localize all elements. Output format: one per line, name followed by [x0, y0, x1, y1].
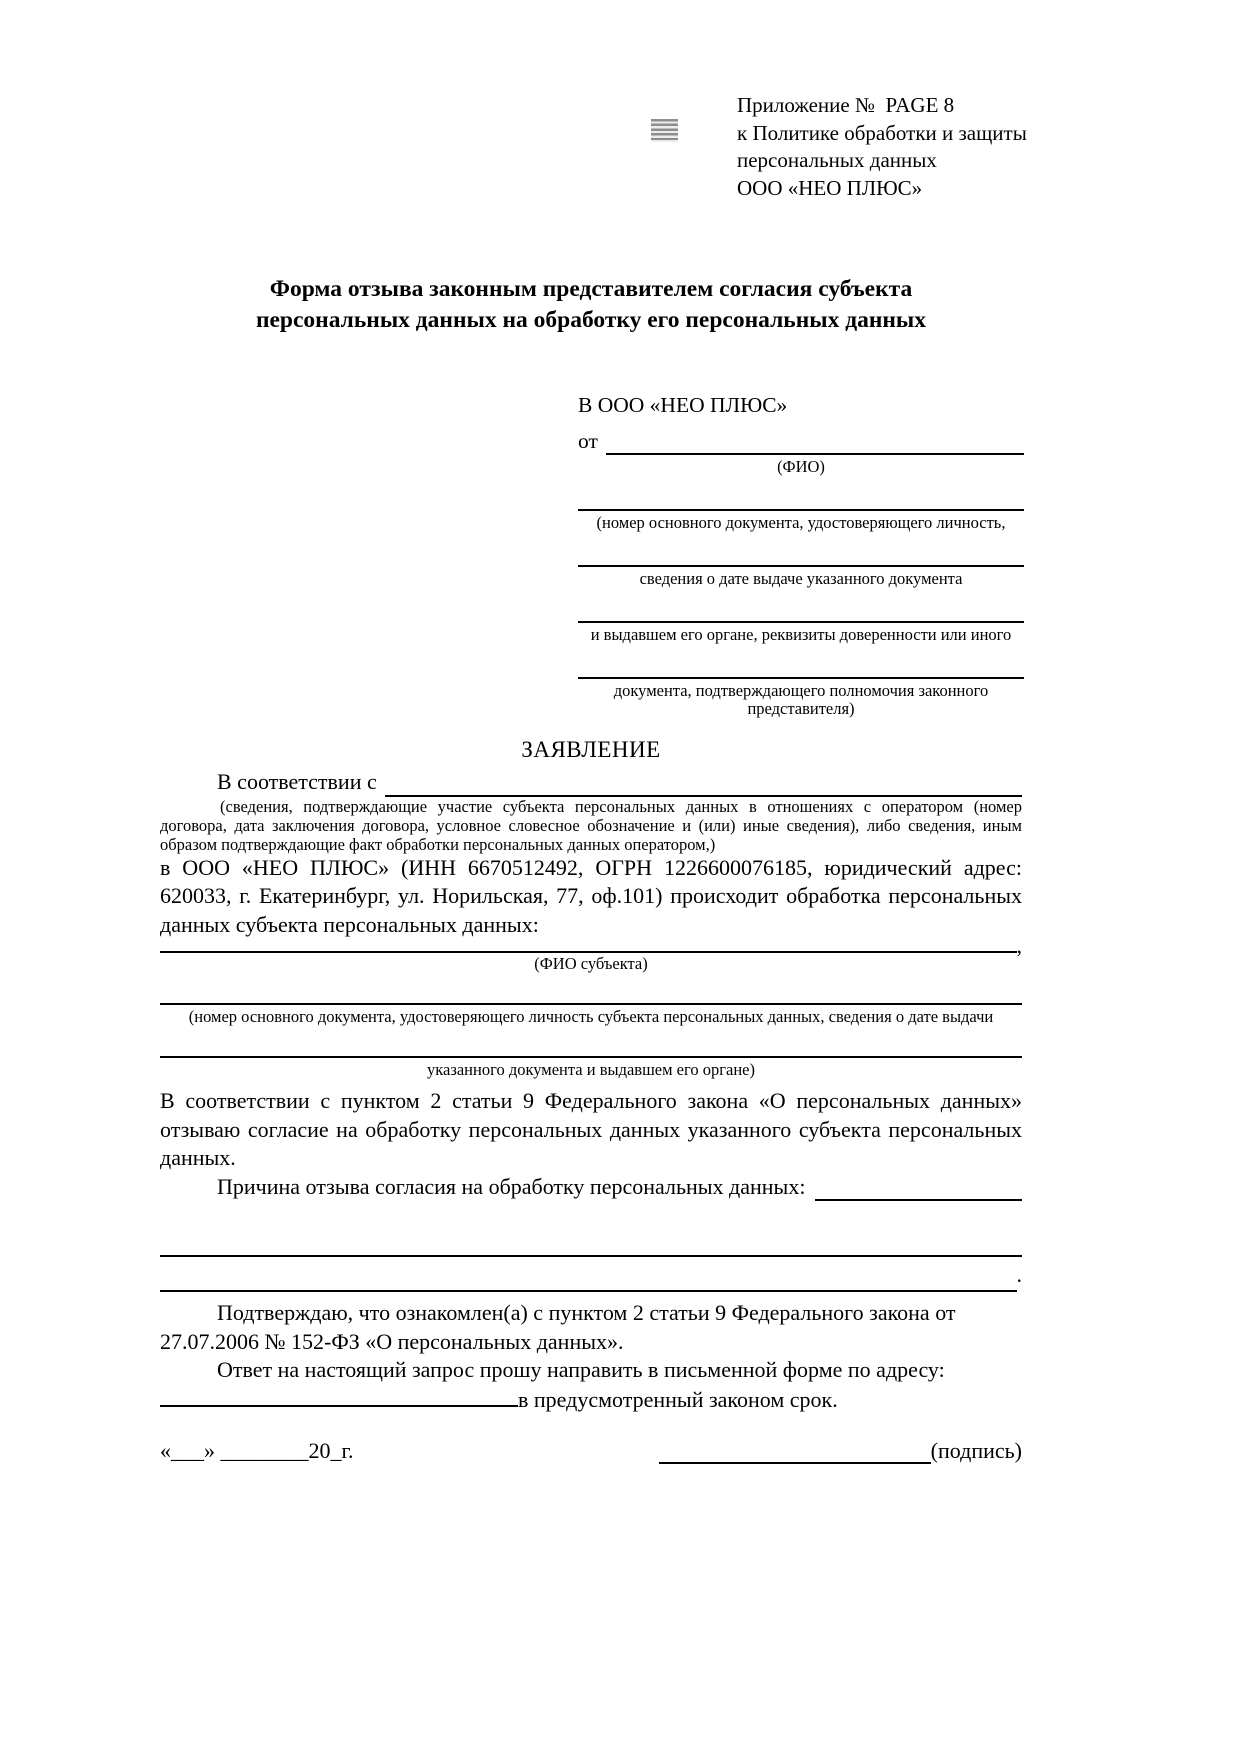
subject-authority-caption: указанного документа и выдавшем его органе)	[427, 1060, 755, 1079]
reason-blank-field-1	[815, 1199, 1022, 1201]
reason-gap	[160, 1201, 1022, 1225]
statement-body	[160, 737, 1022, 1414]
from-label: от	[578, 429, 598, 453]
document-number-caption: (номер основного документа, удостоверяющего личность,	[596, 513, 1006, 532]
signature-blank-field	[659, 1440, 931, 1464]
subject-fio-blank-field	[160, 951, 1017, 953]
confirm-paragraph: Подтверждаю, что ознакомлен(а) с пунктом 2 статьи 9 Федерального закона от 27.07.2006 № 152-ФЗ «О персональных данных».	[160, 1300, 956, 1354]
signature-caption: (подпись)	[930, 1438, 1022, 1463]
policy-reference-line2: персональных данных	[737, 148, 937, 172]
signature-group	[659, 1438, 1022, 1464]
appendix-number-line: Приложение № PAGE 8	[737, 93, 955, 117]
footer-row	[160, 1438, 1022, 1464]
intro-prefix: В соответствии с	[217, 769, 377, 794]
subject-authority-blank-field	[160, 1026, 1022, 1058]
fine-print-note: (сведения, подтверждающие участие субъекта персональных данных в отношениях с оператором (номер договора, дата заключения договора, условное словесное обозначение и (или) иные сведения), либо сведения, иным образом подтверждающие факт обработки персональных данных оператором,)	[160, 796, 1022, 854]
subject-fio-caption: (ФИО субъекта)	[534, 954, 648, 973]
reason-blank-field-3	[160, 1290, 1017, 1292]
authority-document-blank-field	[578, 644, 1024, 679]
reason-period: .	[1016, 1262, 1022, 1287]
date-line: «___» ________20_г.	[160, 1438, 354, 1463]
reason-blank-field-2	[160, 1225, 1022, 1257]
subject-fio-row	[160, 933, 1022, 958]
fio-caption: (ФИО)	[777, 457, 825, 476]
reason-end-row	[160, 1260, 1022, 1292]
document-title	[160, 274, 1022, 336]
addressee-block	[578, 392, 1024, 718]
subject-document-caption: (номер основного документа, удостоверяющего личность субъекта персональных данных, сведения о дате выдачи	[188, 1007, 994, 1026]
document-title-line1: Форма отзыва законным представителем согласия субъекта	[269, 276, 913, 302]
reply-suffix: в предусмотренный законом срок.	[518, 1386, 838, 1412]
company-name-line: ООО «НЕО ПЛЮС»	[737, 175, 923, 200]
issue-date-caption: сведения о дате выдаче указанного документа	[639, 569, 963, 588]
issuing-authority-blank-field	[578, 588, 1024, 623]
intro-row	[160, 768, 1022, 797]
issue-date-blank-field	[578, 532, 1024, 567]
reply-line1: Ответ на настоящий запрос прошу направить в письменной форме по адресу:	[217, 1357, 945, 1382]
authority-document-caption: документа, подтверждающего полномочия законного представителя)	[613, 681, 989, 718]
addressee-to: В ООО «НЕО ПЛЮС»	[578, 393, 788, 417]
subject-fio-comma: ,	[1016, 933, 1022, 958]
addressee-from-row	[578, 428, 1024, 455]
reason-row	[160, 1173, 1022, 1202]
statement-heading: ЗАЯВЛЕНИЕ	[521, 737, 661, 762]
withdraw-paragraph: В соответствии с пунктом 2 статьи 9 Федерального закона «О персональных данных» отзываю согласие на обработку персональных данных указанного субъекта персональных данных.	[160, 1088, 1022, 1170]
appendix-header	[737, 92, 1027, 202]
document-title-line2: персональных данных на обработку его персональных данных	[255, 307, 927, 333]
subject-document-blank-field	[160, 973, 1022, 1005]
issuing-authority-caption: и выдавшем его органе, реквизиты доверенности или иного	[590, 625, 1012, 644]
reply-address-blank-field	[160, 1385, 518, 1407]
text-lines-icon	[651, 119, 678, 142]
reason-prefix: Причина отзыва согласия на обработку персональных данных:	[217, 1173, 806, 1199]
operator-paragraph: в ООО «НЕО ПЛЮС» (ИНН 6670512492, ОГРН 1226600076185, юридический адрес: 620033, г. Екатеринбург, ул. Норильская, 77, оф.101) происходит обработка персональных данных субъекта персональных данных:	[160, 854, 1022, 937]
reply-line2	[160, 1385, 1022, 1415]
fio-blank-field	[606, 453, 1024, 455]
document-number-blank-field	[578, 476, 1024, 511]
policy-reference-line: к Политике обработки и защиты	[737, 120, 1027, 145]
